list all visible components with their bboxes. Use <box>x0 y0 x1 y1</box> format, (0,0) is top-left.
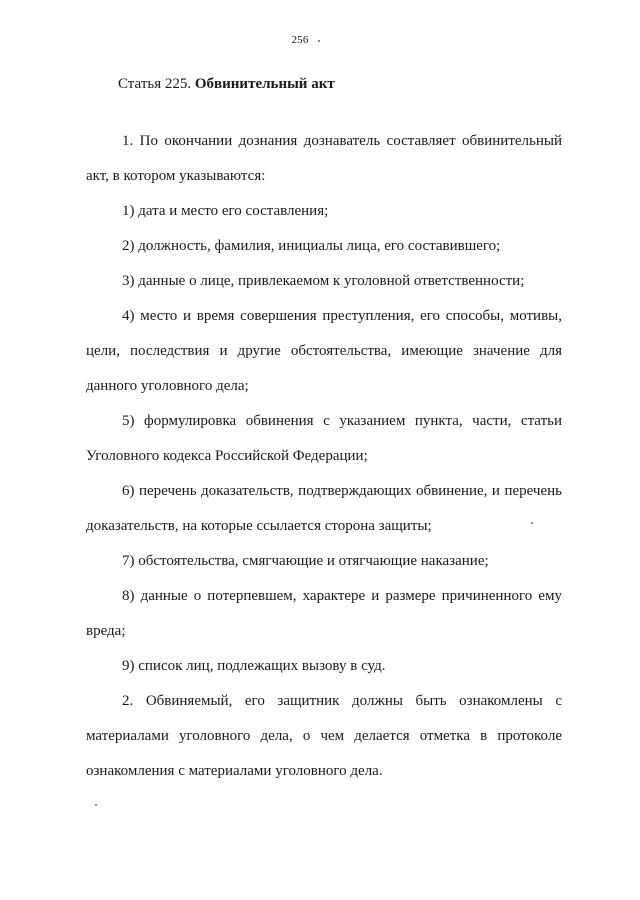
paragraph-item-8: 8) данные о потерпевшем, характере и размере причиненного ему вреда; <box>86 588 562 639</box>
paragraph-item-4: 4) место и время совершения преступления, его способы, мотивы, цели, последствия и другие обстоятельства, имеющие значение для данного уголовного дела; <box>86 308 562 394</box>
paragraph-item-1: 1) дата и место его составления; <box>122 203 329 219</box>
paragraph-item-5: 5) формулировка обвинения с указанием пункта, части, статьи Уголовного кодекса Российской Федерации; <box>86 413 562 464</box>
paragraph-item-7: 7) обстоятельства, смягчающие и отягчающие наказание; <box>122 553 489 569</box>
paragraph-item-9: 9) список лиц, подлежащих вызову в суд. <box>122 658 386 674</box>
scan-speck <box>531 522 533 524</box>
scan-speck <box>318 40 320 42</box>
page-number: 256 <box>291 34 309 46</box>
paragraph-2: 2. Обвиняемый, его защитник должны быть ознакомлены с материалами уголовного дела, о чем делается отметка в протоколе ознакомления с материалами уголовного дела. <box>86 693 562 779</box>
paragraph-1: 1. По окончании дознания дознаватель составляет обвинительный акт, в котором указываются: <box>86 133 562 184</box>
paragraph-item-3: 3) данные о лице, привлекаемом к уголовной ответственности; <box>122 273 525 289</box>
paragraph-item-2: 2) должность, фамилия, инициалы лица, его составившего; <box>122 238 501 254</box>
article-heading <box>118 76 335 93</box>
scan-speck <box>95 804 97 806</box>
article-body <box>86 124 562 789</box>
article-label: Статья 225. <box>118 76 192 92</box>
paragraph-item-6: 6) перечень доказательств, подтверждающих обвинение, и перечень доказательств, на которые ссылается сторона защиты; <box>86 483 562 534</box>
article-title: Обвинительный акт <box>194 76 335 92</box>
